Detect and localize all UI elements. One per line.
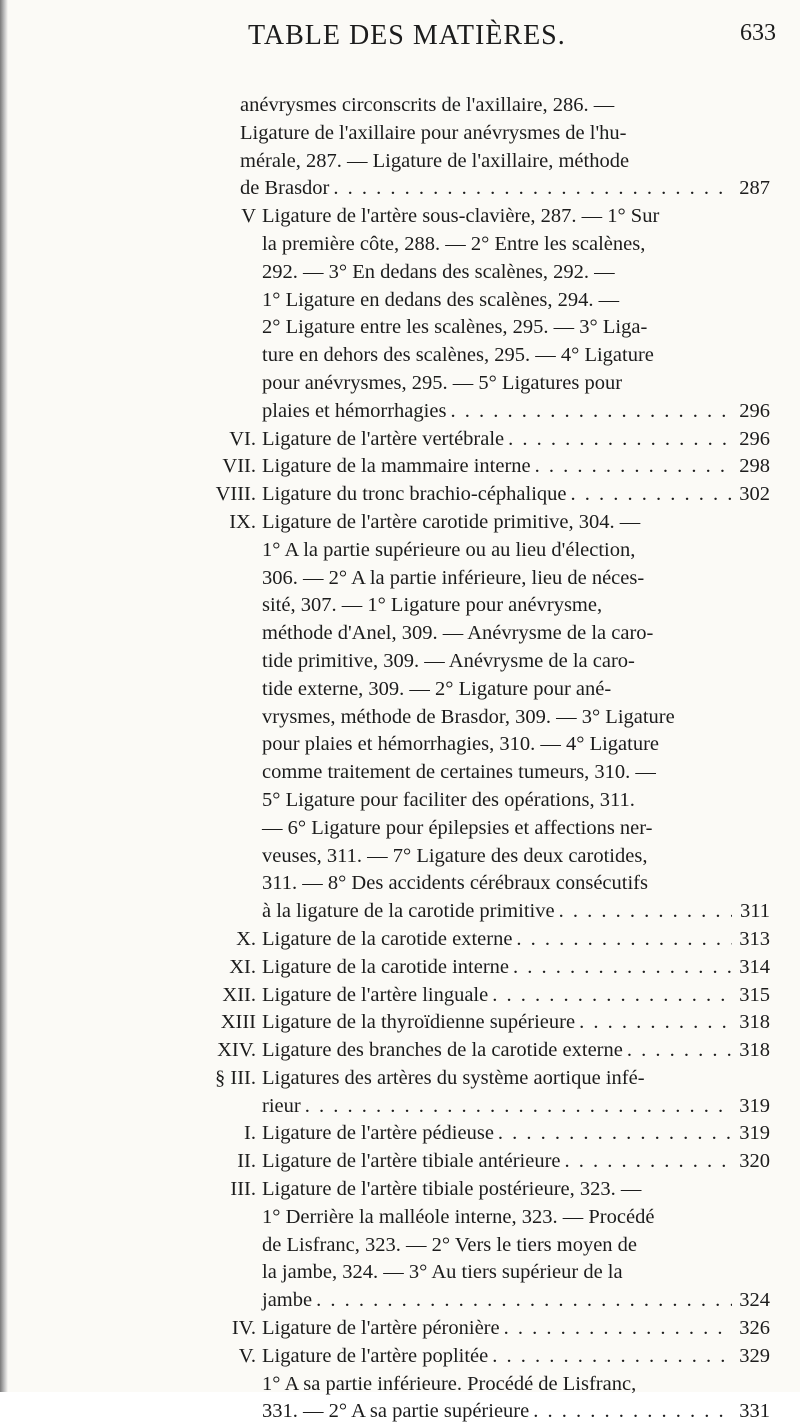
dot-leader [516, 926, 732, 954]
entry-page-ref: 315 [739, 983, 770, 1006]
section-number: V [241, 205, 256, 228]
dot-leader [333, 175, 732, 203]
entry-leader-line [262, 1093, 770, 1121]
dot-leader [535, 453, 732, 481]
entry-text-line: ture en dehors des scalènes, 295. — 4° Ligature [262, 344, 654, 367]
dot-leader [492, 982, 732, 1010]
toc-entry [231, 1315, 770, 1343]
entry-page-ref: 331 [739, 1400, 770, 1423]
entry-page-ref: 302 [739, 483, 770, 506]
page-number: 633 [740, 20, 776, 46]
dot-leader [305, 1093, 732, 1121]
entry-leader-line [262, 481, 770, 509]
entry-page-ref: 287 [739, 177, 770, 200]
entry-text-line: pour plaies et hémorrhagies, 310. — 4° Ligature [262, 733, 660, 756]
entry-page-ref: 296 [739, 427, 770, 450]
dot-leader [504, 1315, 732, 1343]
section-number: VIII. [215, 483, 256, 506]
entry-title: Ligature du tronc brachio-céphalique [262, 483, 567, 506]
entry-text-line: tide externe, 309. — 2° Ligature pour ané- [262, 677, 612, 700]
toc-entry [240, 203, 770, 425]
entry-leader-line [262, 898, 770, 926]
entry-title: Ligature des branches de la carotide externe [262, 1039, 623, 1062]
entry-text-line: comme traitement de certaines tumeurs, 310. — [262, 761, 656, 784]
section-number: XIII [220, 1011, 256, 1034]
entry-page-ref: 314 [739, 955, 770, 978]
entry-title: rieur [262, 1094, 301, 1117]
dot-leader [627, 1037, 732, 1065]
section-number: IV. [231, 1317, 256, 1340]
entry-title: Ligature de l'artère vertébrale [262, 427, 505, 450]
entry-page-ref: 311 [740, 900, 770, 923]
entry-leader-line [262, 954, 770, 982]
entry-title: Ligature de la carotide interne [262, 955, 510, 978]
section-number: § III. [215, 1066, 256, 1089]
entry-text-line: Ligature de l'axillaire pour anévrysmes de l'hu- [240, 121, 627, 144]
dot-leader [513, 954, 732, 982]
entry-text-line: 311. — 8° Des accidents cérébraux consécutifs [262, 872, 648, 895]
entry-page-ref: 313 [739, 927, 770, 950]
toc-entry [222, 453, 770, 481]
entry-text-line: anévrysmes circonscrits de l'axillaire, 286. — [240, 94, 615, 116]
entry-text-line: 1° A la partie supérieure ou au lieu d'élection, [262, 538, 636, 561]
entry-title: 331. — 2° A sa partie supérieure [262, 1400, 530, 1423]
entry-title: Ligature de l'artère péronière [262, 1317, 500, 1340]
entry-leader-line [262, 1009, 770, 1037]
entry-text-line: de Lisfranc, 323. — 2° Vers le tiers moyen de [262, 1233, 638, 1256]
section-number: I. [244, 1122, 256, 1145]
entry-text-line: 5° Ligature pour faciliter des opérations, 311. [262, 788, 635, 811]
entry-title: Ligature de l'artère pédieuse [262, 1122, 494, 1145]
toc-entry [237, 1148, 770, 1176]
entry-text-line: veuses, 311. — 7° Ligature des deux carotides, [262, 844, 648, 867]
page-spine-shadow [0, 0, 8, 1392]
dot-leader [450, 398, 732, 426]
toc-entry [240, 1343, 770, 1399]
entry-leader-line [262, 1148, 770, 1176]
entry-text-line: Ligatures des artères du système aortique infé- [262, 1066, 645, 1089]
entry-title: Ligature de la thyroïdienne supérieure [262, 1011, 576, 1034]
dot-leader [316, 1287, 732, 1315]
entry-text-line: tide primitive, 309. — Anévrysme de la caro- [262, 649, 635, 672]
entry-title: Ligature de la mammaire interne [262, 455, 531, 478]
dot-leader [508, 426, 732, 454]
entry-leader-line [262, 1287, 770, 1315]
entry-leader-line [262, 426, 770, 454]
dot-leader [579, 1009, 732, 1037]
entry-title: Ligature de la carotide externe [262, 927, 513, 950]
dot-leader [492, 1343, 732, 1371]
entry-title: à la ligature de la carotide primitive [262, 900, 555, 923]
entry-page-ref: 318 [739, 1011, 770, 1034]
toc-entry [229, 509, 770, 926]
entry-title: Ligature de l'artère tibiale antérieure [262, 1150, 561, 1173]
toc-entry [240, 92, 770, 203]
toc-entry [215, 1065, 770, 1121]
entry-title: de Brasdor [240, 177, 330, 200]
dot-leader [559, 898, 732, 926]
entry-leader-line [262, 1315, 770, 1343]
section-number: IX. [229, 510, 256, 533]
entry-text-line: mérale, 287. — Ligature de l'axillaire, méthode [240, 149, 630, 172]
toc-entry [236, 926, 770, 954]
running-title: TABLE DES MATIÈRES. [248, 20, 566, 51]
entry-text-line: vrysmes, méthode de Brasdor, 309. — 3° Ligature [262, 705, 675, 728]
entry-page-ref: 320 [739, 1150, 770, 1173]
toc-entry [222, 982, 770, 1010]
entry-leader-line [240, 175, 770, 203]
dot-leader [533, 1398, 732, 1426]
section-number: VI. [229, 427, 256, 450]
entry-title: jambe [262, 1289, 313, 1312]
entry-leader-line [262, 1037, 770, 1065]
entry-text-line: la première côte, 288. — 2° Entre les scalènes, [262, 232, 646, 255]
entry-leader-line [262, 926, 770, 954]
entry-text-line: 306. — 2° A la partie inférieure, lieu de néces- [262, 566, 645, 589]
entry-page-ref: 298 [739, 455, 770, 478]
entry-text-line: — 6° Ligature pour épilepsies et affections ner- [262, 816, 653, 839]
entry-leader-line [262, 398, 770, 426]
entry-page-ref: 318 [739, 1039, 770, 1062]
entry-page-ref: 319 [739, 1094, 770, 1117]
toc-entry [220, 1009, 770, 1037]
section-number: II. [237, 1150, 256, 1173]
entry-page-ref: 319 [739, 1122, 770, 1145]
entry-text-line: 1° A sa partie inférieure. Procédé de Lisfranc, [262, 1372, 637, 1395]
page-header [0, 20, 800, 60]
entry-leader-line [262, 1398, 770, 1426]
toc-entry [230, 1176, 770, 1315]
section-number: V. [238, 1344, 256, 1367]
section-number: X. [236, 927, 256, 950]
section-number: XII. [222, 983, 256, 1006]
toc-entry [217, 1037, 770, 1065]
entry-text-line: la jambe, 324. — 3° Au tiers supérieur de la [262, 1261, 623, 1284]
entry-text-line: 1° Ligature en dedans des scalènes, 294. — [262, 288, 620, 311]
entry-text-line: sité, 307. — 1° Ligature pour anévrysme, [262, 594, 603, 617]
entry-text-line: 2° Ligature entre les scalènes, 295. — 3° Liga- [262, 316, 648, 339]
section-number: XI. [229, 955, 256, 978]
toc-entry [229, 426, 770, 454]
dot-leader [498, 1120, 732, 1148]
section-number: III. [230, 1178, 256, 1201]
toc-entry [229, 954, 770, 982]
entry-text-line: méthode d'Anel, 309. — Anévrysme de la caro- [262, 622, 654, 645]
section-number: XIV. [217, 1039, 256, 1062]
entry-text-line: Ligature de l'artère sous-clavière, 287. — 1° Sur [262, 205, 660, 228]
entry-leader-line [262, 982, 770, 1010]
entry-title: Ligature de l'artère poplitée [262, 1344, 489, 1367]
toc-entry [240, 1398, 770, 1426]
entry-page-ref: 324 [739, 1289, 770, 1312]
entry-leader-line [262, 453, 770, 481]
entry-page-ref: 296 [739, 399, 770, 422]
entry-leader-line [262, 1343, 770, 1371]
entry-page-ref: 326 [739, 1317, 770, 1340]
entry-text-line: pour anévrysmes, 295. — 5° Ligatures pour [262, 371, 623, 394]
entry-leader-line [262, 1120, 770, 1148]
entry-text-line: Ligature de l'artère tibiale postérieure, 323. — [262, 1178, 642, 1201]
toc-entry [240, 1120, 770, 1148]
dot-leader [565, 1148, 733, 1176]
table-of-contents [215, 92, 770, 1426]
dot-leader [571, 481, 732, 509]
section-number: VII. [222, 455, 256, 478]
entry-page-ref: 329 [739, 1344, 770, 1367]
entry-text-line: 1° Derrière la malléole interne, 323. — Procédé [262, 1205, 655, 1228]
entry-text-line: 292. — 3° En dedans des scalènes, 292. — [262, 260, 615, 283]
entry-text-line: Ligature de l'artère carotide primitive, 304. — [262, 510, 641, 533]
entry-title: plaies et hémorrhagies [262, 399, 447, 422]
entry-title: Ligature de l'artère linguale [262, 983, 489, 1006]
toc-entry [215, 481, 770, 509]
